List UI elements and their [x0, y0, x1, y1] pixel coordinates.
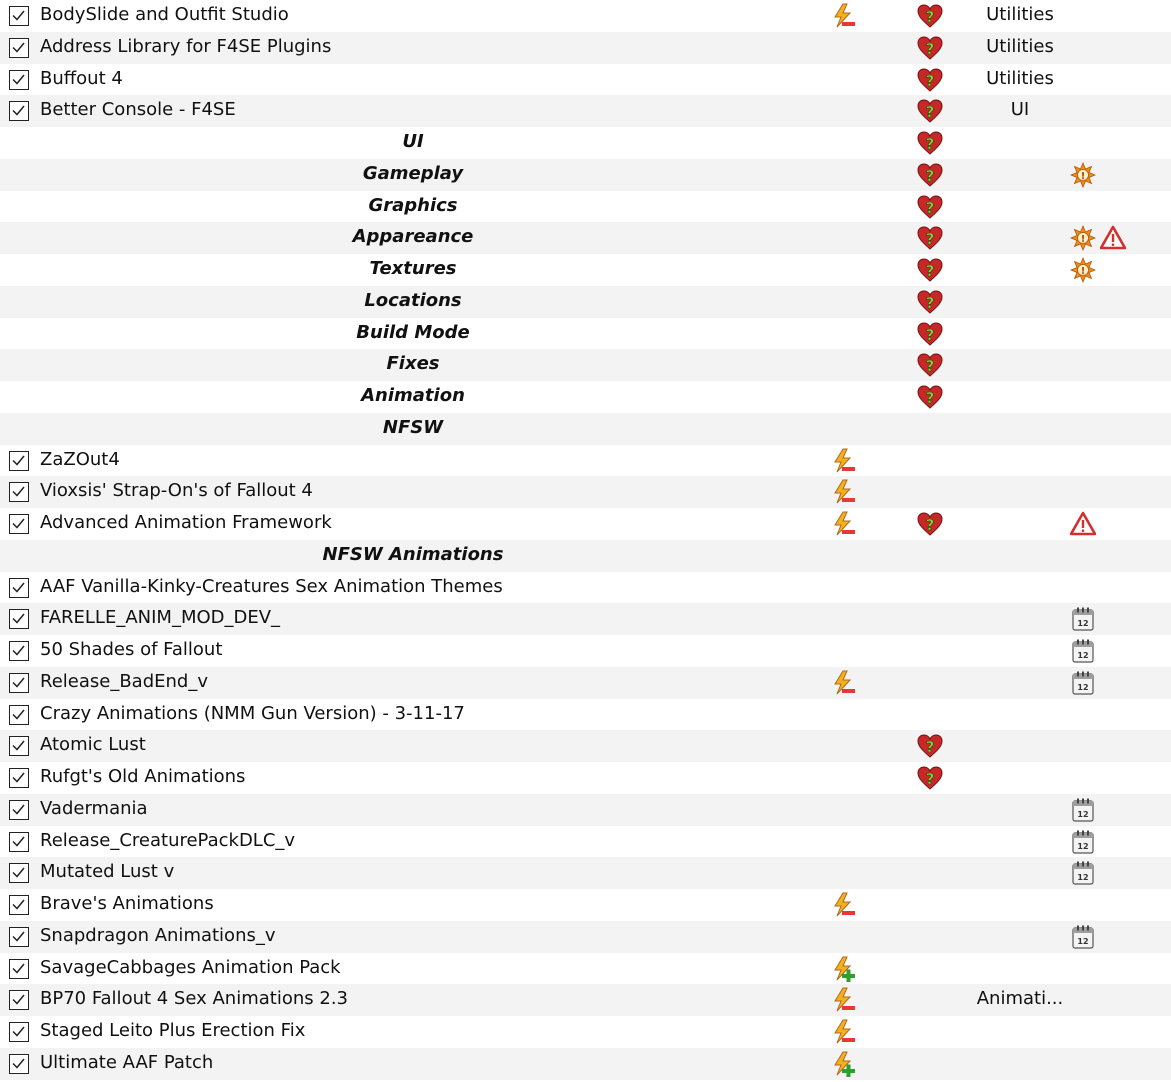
svg-text:?: ? — [925, 262, 935, 280]
svg-text:12: 12 — [1077, 651, 1089, 660]
heart-question-icon — [917, 194, 943, 220]
separator-row[interactable] — [0, 286, 1171, 318]
enabled-checkbox[interactable] — [9, 895, 29, 915]
separator-label: Appareance — [352, 226, 474, 248]
mod-name: Staged Leito Plus Erection Fix — [40, 1020, 306, 1041]
calendar-icon — [1070, 638, 1096, 664]
flash-minus-icon — [830, 3, 856, 29]
calendar-icon — [1070, 797, 1096, 823]
heart-question-icon — [917, 511, 943, 537]
enabled-checkbox[interactable] — [9, 578, 29, 598]
svg-text:12: 12 — [1077, 873, 1089, 883]
separator-label: NFSW — [382, 416, 444, 438]
flash-minus-icon — [830, 670, 856, 696]
mod-name: Vioxsis' Strap-On's of Fallout 4 — [40, 480, 313, 502]
mod-row[interactable] — [0, 95, 1171, 127]
flash-plus-icon — [830, 956, 856, 982]
heart-question-icon — [917, 67, 943, 93]
flash-minus-icon — [830, 479, 856, 505]
calendar-icon — [1070, 829, 1096, 855]
heart-question-icon — [917, 130, 943, 156]
svg-text:?: ? — [925, 770, 935, 788]
heart-question-icon — [917, 225, 943, 251]
heart-question-icon — [917, 98, 943, 124]
svg-text:12: 12 — [1077, 682, 1089, 692]
separator-row[interactable] — [0, 191, 1171, 223]
mod-name: Buffout 4 — [40, 67, 123, 89]
separator-label: Fixes — [386, 353, 440, 375]
svg-text:?: ? — [925, 325, 935, 344]
flash-minus-icon — [830, 511, 856, 537]
svg-text:?: ? — [925, 135, 935, 153]
svg-text:12: 12 — [1077, 841, 1089, 851]
separator-label: Animation — [361, 385, 465, 406]
heart-question-icon — [917, 733, 943, 759]
svg-text:?: ? — [925, 8, 935, 26]
enabled-checkbox[interactable] — [9, 101, 29, 121]
separator-label: Graphics — [368, 194, 458, 216]
mod-row[interactable] — [0, 508, 1171, 540]
mod-name: BodySlide and Outfit Studio — [40, 4, 289, 25]
heart-question-icon — [917, 321, 943, 347]
mod-name: Address Library for F4SE Plugins — [40, 35, 332, 57]
enabled-checkbox[interactable] — [9, 863, 29, 883]
separator-label: Gameplay — [362, 162, 464, 184]
separator-label: Build Mode — [356, 321, 470, 343]
enabled-checkbox[interactable] — [9, 705, 29, 725]
separator-label: Textures — [369, 258, 457, 279]
mod-row[interactable] — [0, 889, 1171, 921]
separator-row[interactable] — [0, 127, 1171, 159]
mod-row[interactable] — [0, 476, 1171, 508]
separator-label: UI — [402, 131, 424, 152]
mod-row[interactable] — [0, 0, 1171, 32]
separator-row[interactable] — [0, 540, 1171, 572]
svg-text:12: 12 — [1077, 809, 1089, 819]
enabled-checkbox[interactable] — [9, 609, 29, 629]
mod-row[interactable] — [0, 794, 1171, 826]
calendar-icon — [1070, 860, 1096, 886]
enabled-checkbox[interactable] — [9, 1054, 29, 1074]
heart-question-icon — [917, 765, 943, 791]
svg-text:?: ? — [925, 71, 935, 90]
enabled-checkbox[interactable] — [9, 768, 29, 788]
separator-row[interactable] — [0, 349, 1171, 381]
svg-text:!: ! — [1080, 170, 1086, 182]
mod-row[interactable] — [0, 984, 1171, 1016]
sun-icon — [1070, 225, 1096, 251]
mod-row[interactable] — [0, 445, 1171, 477]
enabled-checkbox[interactable] — [9, 482, 29, 502]
svg-text:?: ? — [925, 198, 935, 217]
svg-text:!: ! — [1080, 234, 1086, 246]
mod-name: Snapdragon Animations_v — [40, 924, 276, 946]
enabled-checkbox[interactable] — [9, 800, 29, 820]
enabled-checkbox[interactable] — [9, 6, 29, 26]
separator-row[interactable] — [0, 222, 1171, 254]
category-label: Utilities — [986, 35, 1054, 57]
category-label: Utilities — [986, 67, 1054, 89]
mod-name: SavageCabbages Animation Pack — [40, 956, 341, 978]
mod-row[interactable] — [0, 1048, 1171, 1080]
category-label: Animati... — [976, 988, 1064, 1010]
svg-text:?: ? — [925, 357, 935, 376]
svg-text:?: ? — [925, 39, 935, 58]
separator-row[interactable] — [0, 159, 1171, 191]
sun-icon — [1070, 162, 1096, 188]
calendar-icon — [1070, 670, 1096, 696]
mod-name: Rufgt's Old Animations — [40, 766, 246, 787]
mod-name: AAF Vanilla-Kinky-Creatures Sex Animation Themes — [40, 575, 503, 597]
svg-text:12: 12 — [1077, 936, 1089, 946]
mod-row[interactable] — [0, 1016, 1171, 1048]
enabled-checkbox[interactable] — [9, 959, 29, 979]
mod-row[interactable] — [0, 572, 1171, 604]
calendar-icon — [1070, 924, 1096, 950]
mod-row[interactable] — [0, 635, 1171, 667]
mod-row[interactable] — [0, 64, 1171, 96]
enabled-checkbox[interactable] — [9, 38, 29, 58]
mod-name: Advanced Animation Framework — [40, 512, 332, 533]
svg-text:?: ? — [925, 516, 935, 534]
separator-label: Locations — [364, 289, 462, 311]
mod-row[interactable] — [0, 762, 1171, 794]
warning-icon — [1070, 511, 1096, 537]
category-label: UI — [1010, 99, 1030, 121]
mod-row[interactable] — [0, 921, 1171, 953]
svg-text:?: ? — [925, 293, 935, 312]
enabled-checkbox[interactable] — [9, 990, 29, 1010]
category-label: Utilities — [986, 4, 1054, 25]
svg-text:!: ! — [1080, 266, 1086, 277]
separator-label: NFSW Animations — [322, 543, 504, 565]
enabled-checkbox[interactable] — [9, 736, 29, 756]
warning-icon — [1100, 225, 1126, 251]
calendar-icon — [1070, 606, 1096, 632]
mod-name: BP70 Fallout 4 Sex Animations 2.3 — [40, 988, 348, 1010]
flash-minus-icon — [830, 448, 856, 474]
mod-row[interactable] — [0, 667, 1171, 699]
mod-name: Atomic Lust — [40, 734, 146, 756]
mod-name: Ultimate AAF Patch — [40, 1051, 214, 1073]
separator-row[interactable] — [0, 413, 1171, 445]
sun-icon — [1070, 257, 1096, 283]
enabled-checkbox[interactable] — [9, 514, 29, 534]
separator-row[interactable] — [0, 254, 1171, 286]
svg-text:?: ? — [925, 389, 935, 407]
enabled-checkbox[interactable] — [9, 641, 29, 661]
enabled-checkbox[interactable] — [9, 451, 29, 471]
svg-text:?: ? — [925, 103, 935, 122]
flash-minus-icon — [830, 892, 856, 918]
enabled-checkbox[interactable] — [9, 70, 29, 90]
mod-row[interactable] — [0, 857, 1171, 889]
svg-text:?: ? — [925, 166, 935, 185]
mod-name: ZaZOut4 — [40, 448, 120, 470]
mod-row[interactable] — [0, 826, 1171, 858]
heart-question-icon — [917, 257, 943, 283]
mod-row[interactable] — [0, 730, 1171, 762]
mod-name: Brave's Animations — [40, 893, 214, 914]
mod-row[interactable] — [0, 699, 1171, 731]
heart-question-icon — [917, 3, 943, 29]
mod-name: Mutated Lust v — [40, 861, 175, 883]
mod-row[interactable] — [0, 32, 1171, 64]
flash-plus-icon — [830, 1051, 856, 1077]
separator-row[interactable] — [0, 381, 1171, 413]
mod-row[interactable] — [0, 953, 1171, 985]
heart-question-icon — [917, 289, 943, 315]
enabled-checkbox[interactable] — [9, 1022, 29, 1042]
mod-name: Crazy Animations (NMM Gun Version) - 3-11-17 — [40, 702, 465, 724]
heart-question-icon — [917, 384, 943, 410]
svg-text:?: ? — [925, 230, 935, 249]
enabled-checkbox[interactable] — [9, 832, 29, 852]
mod-name: Release_CreaturePackDLC_v — [40, 829, 296, 851]
heart-question-icon — [917, 35, 943, 61]
heart-question-icon — [917, 162, 943, 188]
mod-name: Release_BadEnd_v — [40, 670, 208, 692]
mod-name: Better Console - F4SE — [40, 99, 236, 121]
flash-minus-icon — [830, 987, 856, 1013]
flash-minus-icon — [830, 1019, 856, 1045]
mod-row[interactable] — [0, 603, 1171, 635]
enabled-checkbox[interactable] — [9, 673, 29, 693]
svg-text:?: ? — [925, 738, 935, 757]
mod-name: 50 Shades of Fallout — [40, 639, 223, 660]
enabled-checkbox[interactable] — [9, 927, 29, 947]
mod-name: FARELLE_ANIM_MOD_DEV_ — [40, 607, 281, 629]
svg-text:12: 12 — [1077, 619, 1089, 629]
mod-name: Vadermania — [40, 797, 148, 819]
separator-row[interactable] — [0, 318, 1171, 350]
heart-question-icon — [917, 352, 943, 378]
